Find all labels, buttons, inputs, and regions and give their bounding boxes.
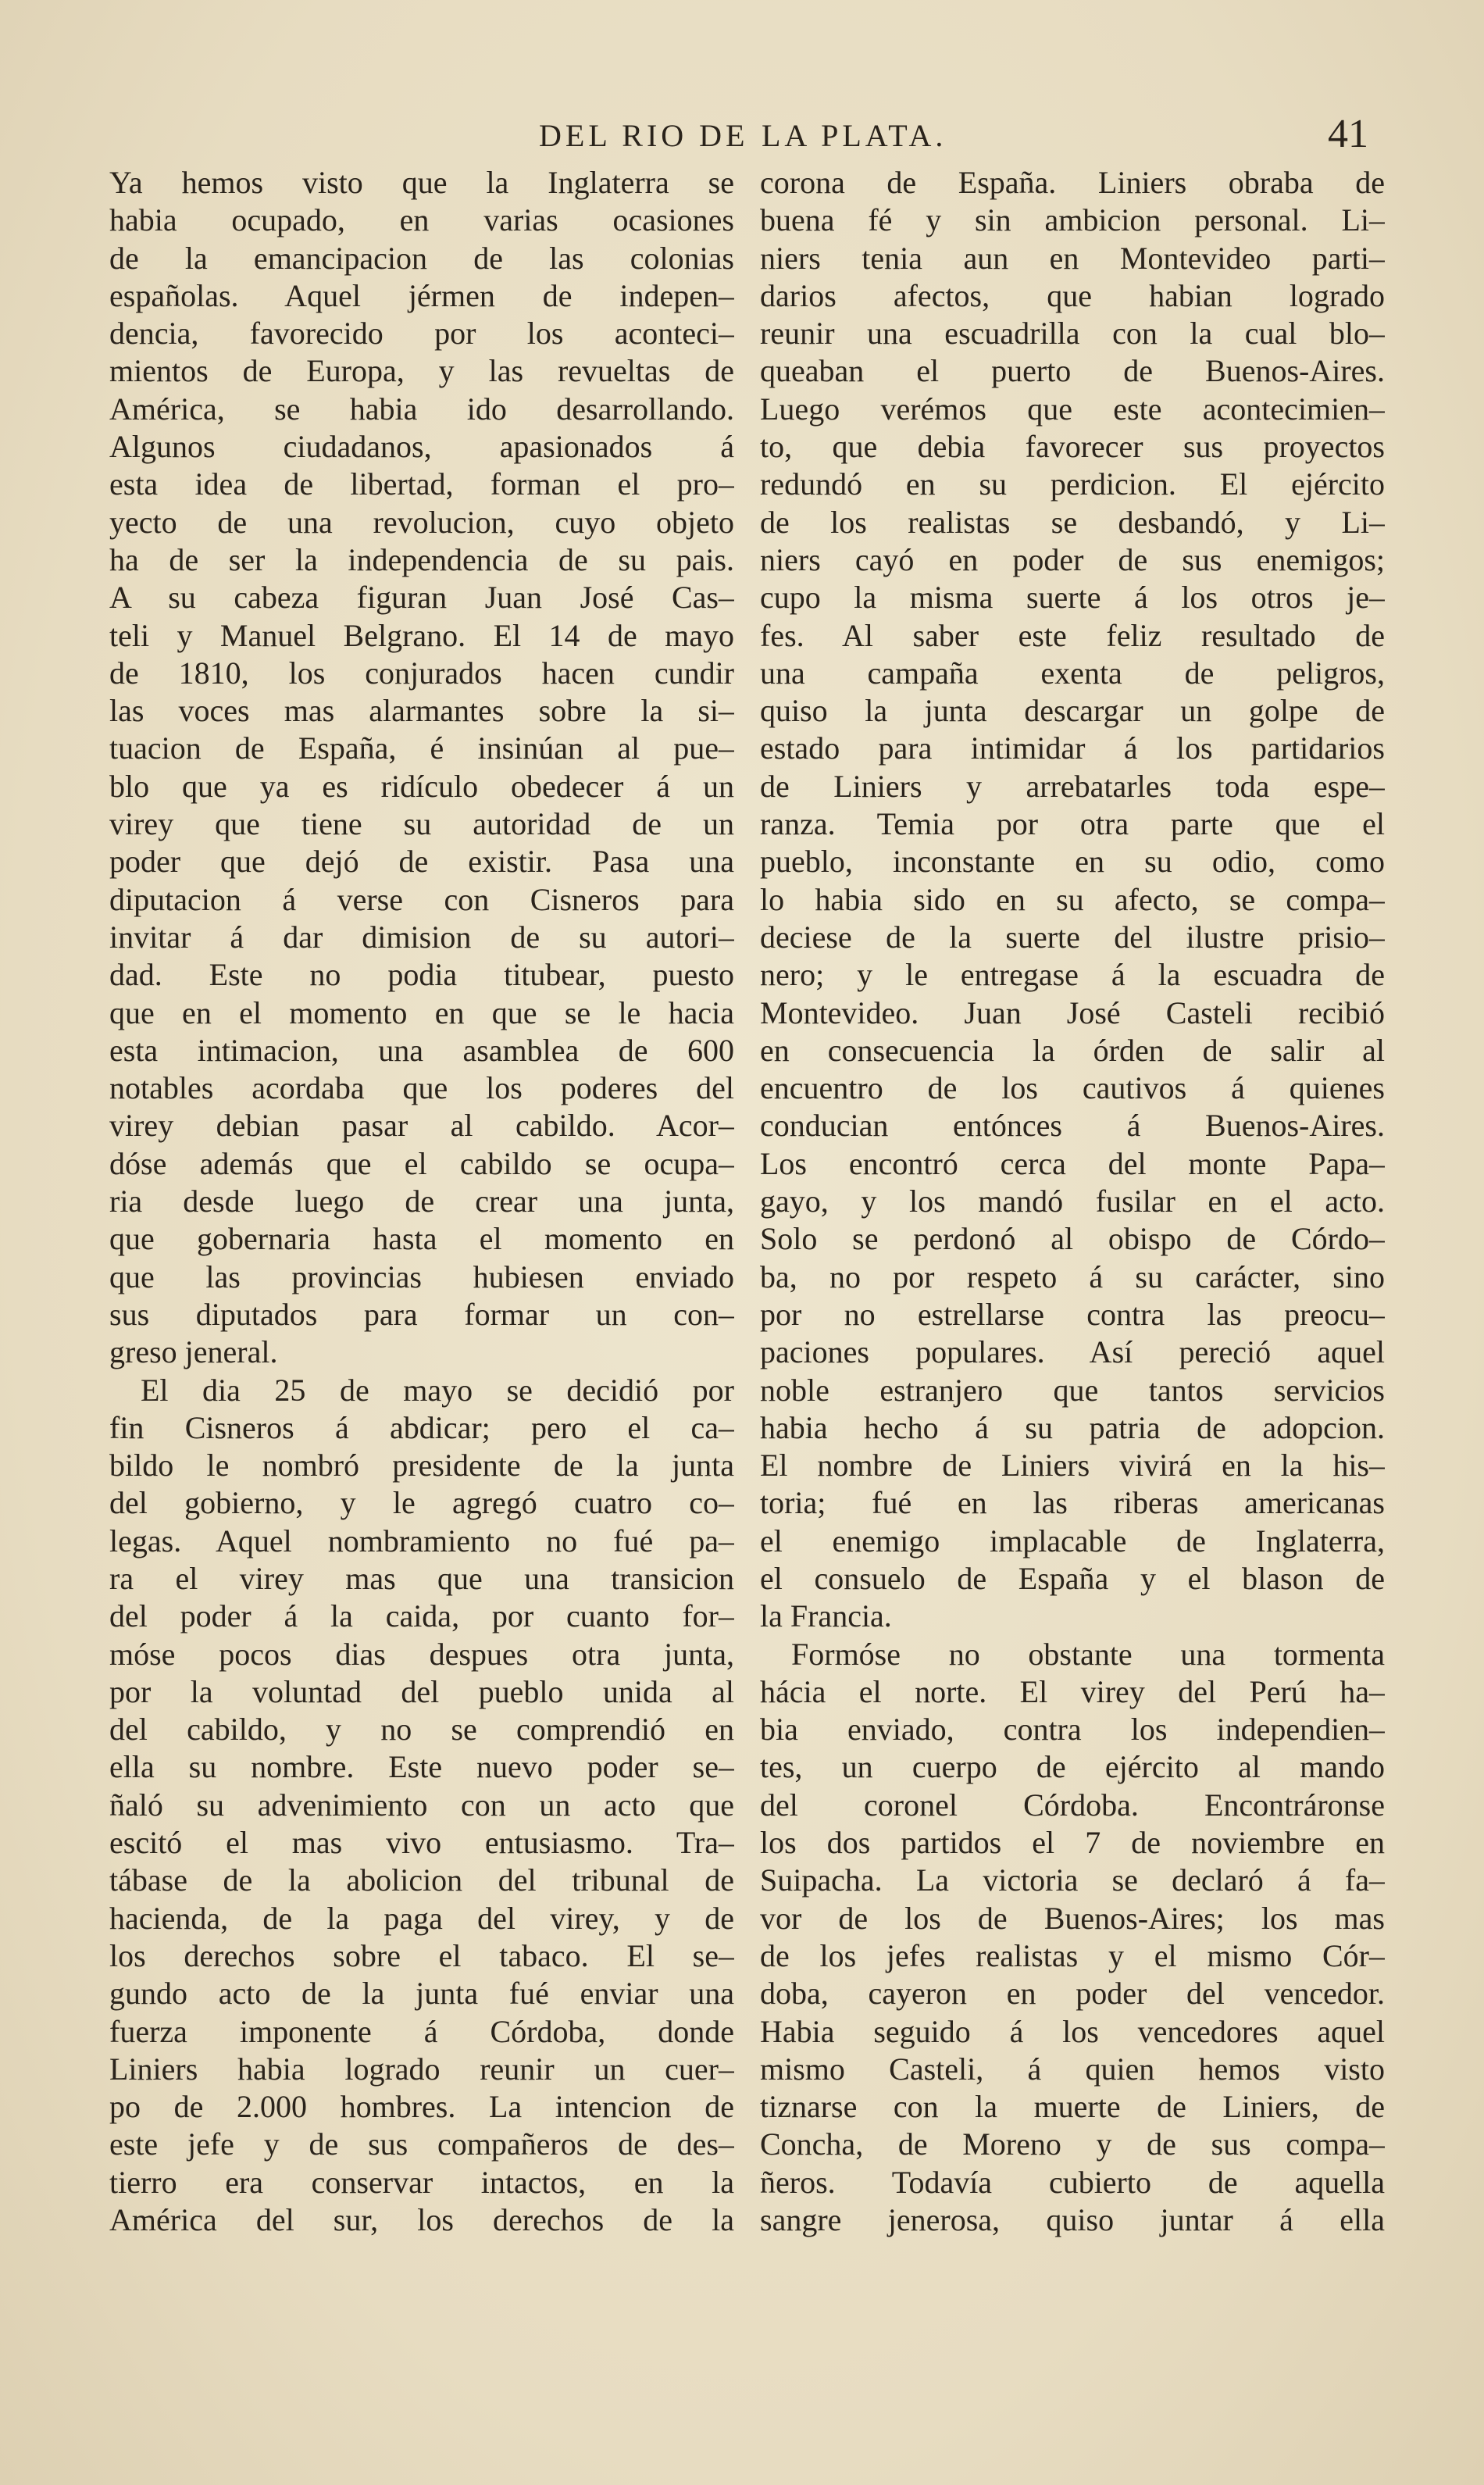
text-line: hácia el norte. El virey del Perú ha– bbox=[760, 1673, 1385, 1709]
running-header bbox=[0, 112, 1484, 164]
text-line: ñeros. Todavía cubierto de aquella bbox=[760, 2164, 1385, 2200]
text-line: vor de los de Buenos-Aires; los mas bbox=[760, 1900, 1385, 1936]
text-line: niers cayó en poder de sus enemigos; bbox=[760, 541, 1385, 577]
text-line: sangre jenerosa, quiso juntar á ella bbox=[760, 2202, 1385, 2238]
text-line: Formóse no obstante una tormenta bbox=[791, 1636, 1385, 1672]
text-line: teli y Manuel Belgrano. El 14 de mayo bbox=[109, 617, 734, 653]
text-line: fin Cisneros á abdicar; pero el ca– bbox=[109, 1409, 734, 1445]
text-line: A su cabeza figuran Juan José Cas– bbox=[109, 580, 734, 616]
text-line: virey que tiene su autoridad de un bbox=[109, 806, 734, 842]
text-line: de la emancipacion de las colonias bbox=[109, 240, 734, 276]
text-line: Solo se perdonó al obispo de Córdo– bbox=[760, 1221, 1385, 1257]
text-line: ella su nombre. Este nuevo poder se– bbox=[109, 1749, 734, 1785]
text-line: Montevideo. Juan José Casteli recibió bbox=[760, 994, 1385, 1030]
text-line: greso jeneral. bbox=[109, 1334, 278, 1370]
text-line: yecto de una revolucion, cuyo objeto bbox=[109, 504, 734, 540]
text-line: del coronel Córdoba. Encontráronse bbox=[760, 1787, 1385, 1823]
text-line: Algunos ciudadanos, apasionados á bbox=[109, 429, 734, 465]
text-line: mientos de Europa, y las revueltas de bbox=[109, 353, 734, 389]
text-line: este jefe y de sus compañeros de des– bbox=[109, 2126, 734, 2162]
running-title-left: DEL RIO DE bbox=[539, 118, 749, 153]
text-line: fes. Al saber este feliz resultado de bbox=[760, 617, 1385, 653]
text-line: diputacion á verse con Cisneros para bbox=[109, 881, 734, 917]
text-line: una campaña exenta de peligros, bbox=[760, 655, 1385, 691]
page-number: 41 bbox=[1328, 112, 1368, 156]
text-line: hacienda, de la paga del virey, y de bbox=[109, 1900, 734, 1936]
text-line: bia enviado, contra los independien– bbox=[760, 1712, 1385, 1748]
text-line: Suipacha. La victoria se declaró á fa– bbox=[760, 1862, 1385, 1898]
text-line: to, que debia favorecer sus proyectos bbox=[760, 429, 1385, 465]
text-line: que las provincias hubiesen enviado bbox=[109, 1259, 734, 1294]
text-line: tuacion de España, é insinúan al pue– bbox=[109, 730, 734, 766]
text-line: sus diputados para formar un con– bbox=[109, 1296, 734, 1332]
text-line: tes, un cuerpo de ejército al mando bbox=[760, 1749, 1385, 1785]
text-line: de 1810, los conjurados hacen cundir bbox=[109, 655, 734, 691]
text-line: niers tenia aun en Montevideo parti– bbox=[760, 240, 1385, 276]
text-line: queaban el puerto de Buenos-Aires. bbox=[760, 353, 1385, 389]
text-line: cupo la misma suerte á los otros je– bbox=[760, 580, 1385, 616]
text-line: po de 2.000 hombres. La intencion de bbox=[109, 2089, 734, 2125]
text-line: estado para intimidar á los partidarios bbox=[760, 730, 1385, 766]
text-line: darios afectos, que habian logrado bbox=[760, 277, 1385, 313]
text-line: América, se habia ido desarrollando. bbox=[109, 391, 734, 427]
text-line: reunir una escuadrilla con la cual blo– bbox=[760, 316, 1385, 352]
text-line: paciones populares. Así pereció aquel bbox=[760, 1334, 1385, 1370]
text-line: América del sur, los derechos de la bbox=[109, 2202, 734, 2238]
text-line: toria; fué en las riberas americanas bbox=[760, 1485, 1385, 1521]
text-line: del gobierno, y le agregó cuatro co– bbox=[109, 1485, 734, 1521]
text-line: virey debian pasar al cabildo. Acor– bbox=[109, 1108, 734, 1144]
text-line: Habia seguido á los vencedores aquel bbox=[760, 2013, 1385, 2049]
text-line: escitó el mas vivo entusiasmo. Tra– bbox=[109, 1825, 734, 1861]
text-line: tiznarse con la muerte de Liniers, de bbox=[760, 2089, 1385, 2125]
text-line: dencia, favorecido por los aconteci– bbox=[109, 316, 734, 352]
text-line: El dia 25 de mayo se decidió por bbox=[141, 1372, 734, 1408]
text-column-right bbox=[760, 164, 1385, 2239]
text-line: ra el virey mas que una transicion bbox=[109, 1560, 734, 1596]
text-line: ria desde luego de crear una junta, bbox=[109, 1184, 734, 1219]
text-line: Luego verémos que este acontecimien– bbox=[760, 391, 1385, 427]
text-line: buena fé y sin ambicion personal. Li– bbox=[760, 202, 1385, 238]
text-line: los dos partidos el 7 de noviembre en bbox=[760, 1825, 1385, 1861]
text-line: las voces mas alarmantes sobre la si– bbox=[109, 693, 734, 729]
text-line: legas. Aquel nombramiento no fué pa– bbox=[109, 1523, 734, 1558]
text-line: nero; y le entregase á la escuadra de bbox=[760, 957, 1385, 993]
text-line: por la voluntad del pueblo unida al bbox=[109, 1673, 734, 1709]
text-line: invitar á dar dimision de su autori– bbox=[109, 919, 734, 955]
text-line: de los jefes realistas y el mismo Cór– bbox=[760, 1937, 1385, 1973]
text-line: corona de España. Liniers obraba de bbox=[760, 165, 1385, 200]
text-line: poder que dejó de existir. Pasa una bbox=[109, 844, 734, 880]
text-line: redundó en su perdicion. El ejército bbox=[760, 466, 1385, 502]
text-line: tábase de la abolicion del tribunal de bbox=[109, 1862, 734, 1898]
text-line: dad. Este no podia titubear, puesto bbox=[109, 957, 734, 993]
text-line: mismo Casteli, á quien hemos visto bbox=[760, 2051, 1385, 2087]
text-line: esta idea de libertad, forman el pro– bbox=[109, 466, 734, 502]
text-line: ha de ser la independencia de su pais. bbox=[109, 541, 734, 577]
text-line: la Francia. bbox=[760, 1598, 892, 1634]
text-line: lo habia sido en su afecto, se compa– bbox=[760, 881, 1385, 917]
text-line: bildo le nombró presidente de la junta bbox=[109, 1448, 734, 1484]
text-line: fuerza imponente á Córdoba, donde bbox=[109, 2013, 734, 2049]
text-line: quiso la junta descargar un golpe de bbox=[760, 693, 1385, 729]
text-line: ba, no por respeto á su carácter, sino bbox=[760, 1259, 1385, 1294]
text-line: dóse además que el cabildo se ocupa– bbox=[109, 1145, 734, 1181]
text-line: conducian entónces á Buenos-Aires. bbox=[760, 1108, 1385, 1144]
text-line: notables acordaba que los poderes del bbox=[109, 1070, 734, 1106]
text-line: del cabildo, y no se comprendió en bbox=[109, 1712, 734, 1748]
text-line: tierro era conservar intactos, en la bbox=[109, 2164, 734, 2200]
text-line: noble estranjero que tantos servicios bbox=[760, 1372, 1385, 1408]
text-line: que en el momento en que se le hacia bbox=[109, 994, 734, 1030]
text-line: blo que ya es ridículo obedecer á un bbox=[109, 768, 734, 804]
text-line: gundo acto de la junta fué enviar una bbox=[109, 1976, 734, 2012]
text-line: los derechos sobre el tabaco. El se– bbox=[109, 1937, 734, 1973]
text-line: Liniers habia logrado reunir un cuer– bbox=[109, 2051, 734, 2087]
text-line: Los encontró cerca del monte Papa– bbox=[760, 1145, 1385, 1181]
text-line: móse pocos dias despues otra junta, bbox=[109, 1636, 734, 1672]
text-line: deciese de la suerte del ilustre prisio– bbox=[760, 919, 1385, 955]
text-line: que gobernaria hasta el momento en bbox=[109, 1221, 734, 1257]
text-line: esta intimacion, una asamblea de 600 bbox=[109, 1032, 734, 1068]
text-line: habia ocupado, en varias ocasiones bbox=[109, 202, 734, 238]
text-line: el consuelo de España y el blason de bbox=[760, 1560, 1385, 1596]
text-line: pueblo, inconstante en su odio, como bbox=[760, 844, 1385, 880]
text-line: Ya hemos visto que la Inglaterra se bbox=[109, 165, 734, 200]
text-line: ñaló su advenimiento con un acto que bbox=[109, 1787, 734, 1823]
text-line: habia hecho á su patria de adopcion. bbox=[760, 1409, 1385, 1445]
text-line: de los realistas se desbandó, y Li– bbox=[760, 504, 1385, 540]
text-line: el enemigo implacable de Inglaterra, bbox=[760, 1523, 1385, 1558]
text-line: gayo, y los mandó fusilar en el acto. bbox=[760, 1184, 1385, 1219]
text-line: Concha, de Moreno y de sus compa– bbox=[760, 2126, 1385, 2162]
text-line: españolas. Aquel jérmen de indepen– bbox=[109, 277, 734, 313]
text-column-left bbox=[109, 164, 734, 2239]
text-line: del poder á la caida, por cuanto for– bbox=[109, 1598, 734, 1634]
text-line: encuentro de los cautivos á quienes bbox=[760, 1070, 1385, 1106]
text-line: por no estrellarse contra las preocu– bbox=[760, 1296, 1385, 1332]
text-line: ranza. Temia por otra parte que el bbox=[760, 806, 1385, 842]
text-line: doba, cayeron en poder del vencedor. bbox=[760, 1976, 1385, 2012]
running-title-right: LA PLATA. bbox=[762, 118, 947, 153]
text-line: de Liniers y arrebatarles toda espe– bbox=[760, 768, 1385, 804]
text-line: El nombre de Liniers vivirá en la his– bbox=[760, 1448, 1385, 1484]
text-line: en consecuencia la órden de salir al bbox=[760, 1032, 1385, 1068]
